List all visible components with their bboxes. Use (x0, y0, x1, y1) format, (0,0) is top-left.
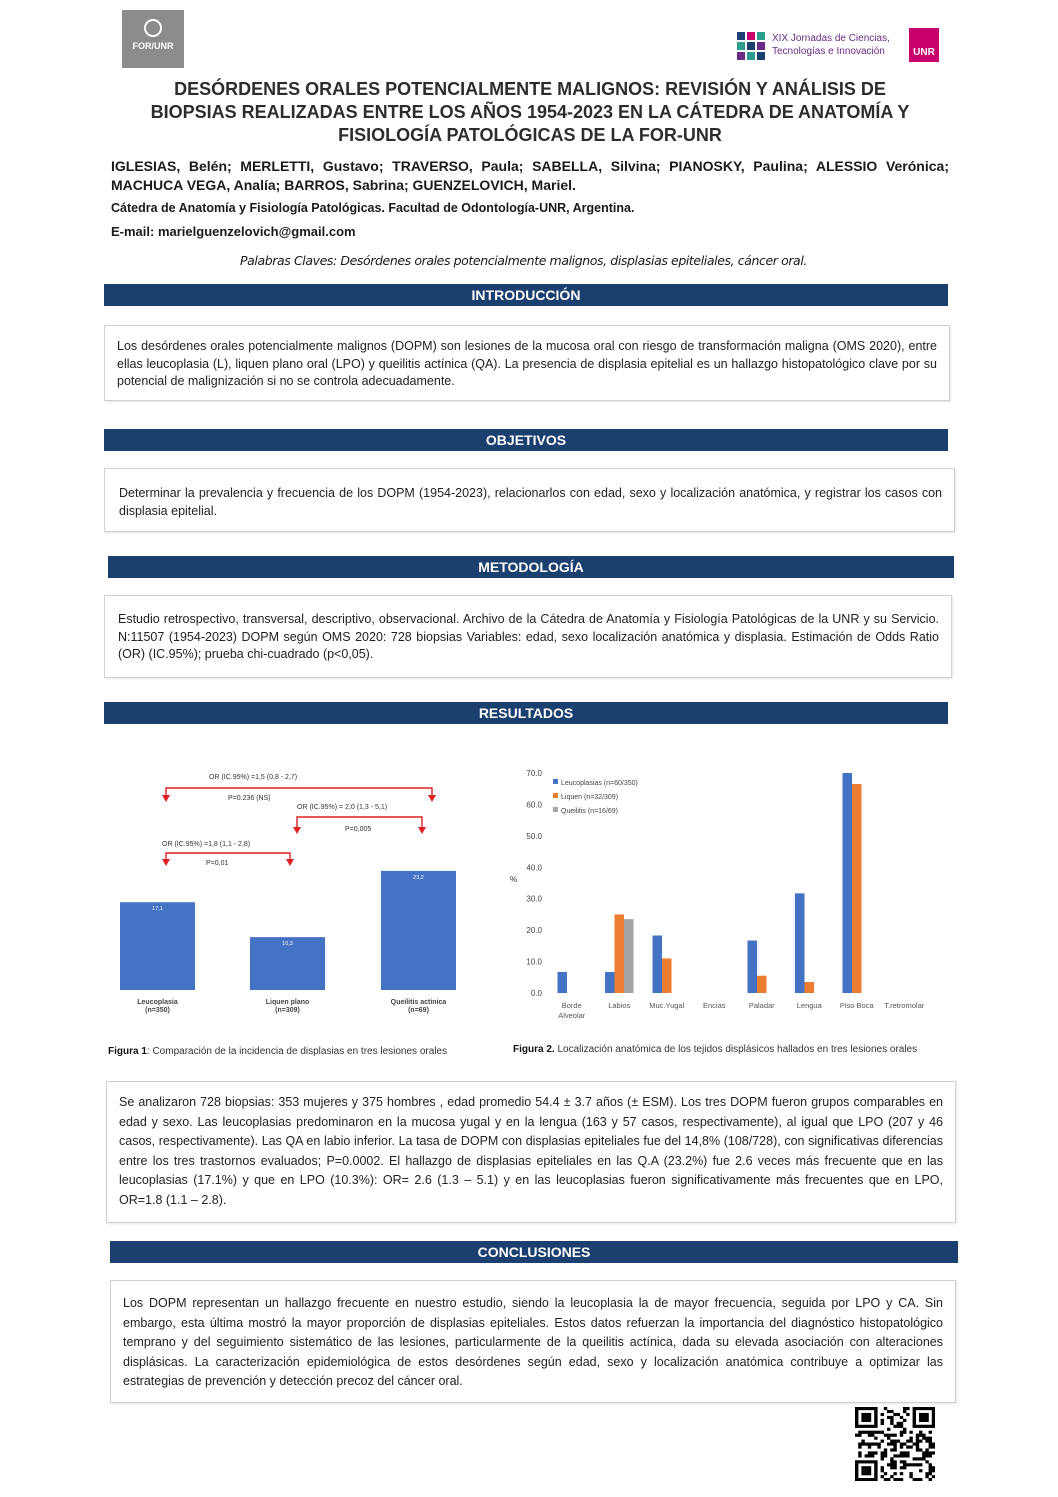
figure2-x-label: Alveolar (558, 1011, 586, 1020)
figure1-category-label: (n=69) (408, 1007, 429, 1014)
p-low-label: P=0,01 (206, 860, 229, 867)
email: E-mail: marielguenzelovich@gmail.com (111, 224, 356, 239)
section-heading-introduccion: INTRODUCCIÓN (104, 284, 948, 306)
figure2-y-tick: 60.0 (526, 800, 542, 810)
resultados-text: Se analizaron 728 biopsias: 353 mujeres y 375 hombres , edad promedio 54.4 ± 3.7 años (± ESM). Los tres DOPM fueron grupos comparables en edad y sexo. Las leucoplasias predominaron en la mucosa yugal y en la lengua (163 y 57 casos, respectivamente), al igual que LPO (207 y 46 casos, respectivamente). Las QA en labio inferior. La tasa de DOPM con displasias epiteliales fue del 14,8% (108/728), con significativas diferencias entre los tres trastornos evaluados; P=0.0002. El hallazgo de displasias epiteliales en las Q.A (23.2%) fue 2.6 veces más frecuente que en las leucoplasias (17.1%) y que en LPO (10.3%): OR= 2.6 (1.3 – 5.1) y en las leucoplasias fueron significativamente más frecuentes que en LPO, OR=1.8 (1.1 – 2.8). (119, 1095, 943, 1207)
figure2-bar (795, 893, 805, 993)
resultados-box (106, 1081, 956, 1223)
figure2-y-tick: 70.0 (526, 769, 542, 778)
figure2-bar (624, 919, 634, 993)
figure2-y-tick: 30.0 (526, 894, 542, 904)
objetivos-box (104, 468, 955, 532)
intro-text: Los desórdenes orales potencialmente malignos (DOPM) son lesiones de la mucosa oral con riesgo de transformación maligna (OMS 2020), entre ellas leucoplasia (L), liquen plano oral (LPO) y queilitis actínica (QA). La presencia de displasia epitelial es un hallazgo histopatológico clave por su potencial de malignización si no se controla adecuadamente. (117, 339, 937, 388)
figure1-category-label: Liquen plano (265, 999, 310, 1006)
intro-box (104, 325, 950, 401)
emblem-icon (144, 19, 162, 37)
title-line-2: BIOPSIAS REALIZADAS ENTRE LOS AÑOS 1954-2023 EN LA CÁTEDRA DE ANATOMÍA Y (150, 102, 910, 122)
figure2-x-label: Borde (561, 1001, 582, 1010)
jornadas-grid-icon (737, 32, 765, 60)
objetivos-text: Determinar la prevalencia y frecuencia de los DOPM (1954-2023), relacionarlos con edad, sexo y localización anatómica, y registrar los casos con displasia epitelial. (119, 486, 942, 518)
figure2-legend (553, 779, 638, 815)
bracket-top-arrows (162, 795, 436, 802)
conclusiones-box (110, 1280, 956, 1403)
figure2-y-tick: 20.0 (526, 926, 542, 936)
logo-left-text: FOR/UNR (132, 41, 174, 51)
keywords: Palabras Claves: Desórdenes orales potencialmente malignos, displasias epiteliales, cáncer oral. (240, 253, 807, 268)
figure1-category-label: Queilitis actinica (390, 999, 447, 1006)
jornadas-line2: Tecnologías e Innovación (772, 46, 885, 57)
figure2-y-axis (526, 769, 542, 998)
metodologia-box (104, 595, 952, 678)
figure2-bar (843, 773, 853, 993)
figure1-bar (381, 871, 456, 990)
figure1-category-label: (n=309) (275, 1007, 300, 1014)
figure1-bars (120, 871, 456, 1014)
figure2-legend-swatch (553, 779, 558, 784)
figure2-bar (653, 935, 663, 993)
figure2-x-label: Labios (608, 1001, 631, 1010)
figure1-caption-label: Figura 1 (108, 1046, 147, 1057)
section-heading-objetivos: OBJETIVOS (104, 429, 948, 451)
figure2-x-label: Encias (702, 1001, 726, 1010)
figure2-x-label: T.retromolar (884, 1001, 925, 1010)
figure2-bar (558, 972, 568, 993)
figure2-bars (558, 773, 862, 993)
figure1-annotations (162, 774, 436, 867)
jornadas-logo (737, 28, 942, 64)
conclusiones-text: Los DOPM representan un hallazgo frecuente en nuestro estudio, siendo la leucoplasia la de mayor frecuencia, seguida por LPO y CA. Sin embargo, esta última mostró la mayor proporción de displasias epiteliales. Estos datos refuerzan la importancia del diagnóstico histopatológico temprano y del seguimiento sistemático de las lesiones, particularmente de la queilitis actínica, dada su elevada asociación con alteraciones displásicas. La caracterización epidemiológica de estos desórdenes según edad, sexo y localización anatómica contribuye a optimizar las estrategias de prevención y detección precoz del cáncer oral. (123, 1296, 943, 1389)
authors: IGLESIAS, Belén; MERLETTI, Gustavo; TRAVERSO, Paula; SABELLA, Silvina; PIANOSKY, Paulina; ALESSIO Verónica; MACHUCA VEGA, Analía; BARROS, Sabrina; GUENZELOVICH, Mariel. (111, 158, 949, 193)
figure2-y-tick: 40.0 (526, 863, 542, 873)
poster-title (100, 78, 960, 147)
unr-badge: UNR (909, 28, 939, 62)
affiliation: Cátedra de Anatomía y Fisiología Patológicas. Facultad de Odontología-UNR, Argentina. (111, 201, 635, 215)
title-line-3: FISIOLOGÍA PATOLÓGICAS DE LA FOR-UNR (338, 125, 722, 145)
figure1-category-label: Leucoplasia (137, 999, 178, 1006)
figure1-value-label: 23,2 (413, 874, 424, 881)
figure2-x-label: Muc.Yugal (649, 1001, 685, 1010)
figure2-bar (615, 914, 625, 993)
figure1-bar (120, 902, 195, 990)
figure2-bar (662, 958, 672, 993)
for-unr-logo (122, 10, 184, 68)
or-low-label: OR (IC.95%) =1,8 (1,1 - 2,8) (162, 841, 251, 848)
qr-code-icon (855, 1407, 935, 1481)
figure2-legend-swatch (553, 793, 558, 798)
figure2-bar (605, 972, 615, 993)
figure2-legend-label: Queilitis (n=16/69) (561, 808, 619, 815)
p-mid-label: P=0,005 (345, 826, 372, 833)
section-heading-conclusiones: CONCLUSIONES (110, 1241, 958, 1263)
figure2-chart (508, 760, 948, 1028)
figure2-legend-label: Leucoplasias (n=60/350) (561, 780, 638, 787)
figure1-caption-text: : Comparación de la incidencia de displasias en tres lesiones orales (146, 1046, 448, 1057)
figure2-legend-swatch (553, 807, 558, 812)
figure1-caption (108, 1046, 447, 1057)
section-heading-resultados: RESULTADOS (104, 702, 948, 724)
metodologia-text: Estudio retrospectivo, transversal, descriptivo, observacional. Archivo de la Cátedra de Anatomía y Fisiología Patológicas de la UNR y su Servicio. N:11507 (1954-2023) DOPM según OMS 2020: 728 biopsias Variables: edad, sexo localización anatómica y displasia. Estimación de Odds Ratio (OR) (IC.95%); prueba chi-cuadrado (p<0,05). (118, 612, 939, 661)
figure2-legend-label: Liquen (n=32/309) (561, 794, 619, 801)
figure2-x-labels (558, 1001, 925, 1020)
figure2-y-tick: 10.0 (526, 957, 542, 967)
figure2-bar (748, 941, 758, 993)
figure2-y-tick: 50.0 (526, 831, 542, 841)
p-top-label: P=0.236 (NS) (228, 795, 271, 802)
figure2-bar (757, 976, 767, 993)
figure1-category-label: (n=350) (145, 1007, 170, 1014)
figure2-caption (513, 1044, 917, 1055)
figure2-bar (805, 982, 815, 993)
title-line-1: DESÓRDENES ORALES POTENCIALMENTE MALIGNOS: REVISIÓN Y ANÁLISIS DE (174, 79, 886, 99)
figure2-x-label: Lengua (796, 1001, 822, 1010)
figure2-x-label: Paladar (748, 1001, 775, 1010)
section-heading-metodologia: METODOLOGÍA (108, 556, 954, 578)
figure2-y-tick: 0.0 (530, 989, 542, 998)
or-top-label: OR (IC.95%) =1,5 (0,8 - 2,7) (209, 774, 298, 781)
jornadas-line1: XIX Jornadas de Ciencias, (772, 33, 890, 44)
jornadas-text (772, 32, 890, 58)
figure2-caption-text: Localización anatómica de los tejidos displásicos hallados en tres lesiones orales (554, 1044, 918, 1055)
bracket-top (166, 788, 432, 799)
figure1-value-label: 10,3 (282, 941, 293, 948)
figure2-x-label: Piso Boca (839, 1001, 874, 1010)
or-mid-label: OR (IC.95%) = 2,0 (1,3 - 5,1) (297, 804, 388, 811)
figure1-chart (104, 765, 484, 1025)
figure1-value-label: 17,1 (152, 906, 163, 913)
figure2-bar (852, 784, 862, 993)
figure2-y-axis-label: % (510, 875, 518, 884)
figure2-caption-label: Figura 2. (513, 1044, 555, 1055)
